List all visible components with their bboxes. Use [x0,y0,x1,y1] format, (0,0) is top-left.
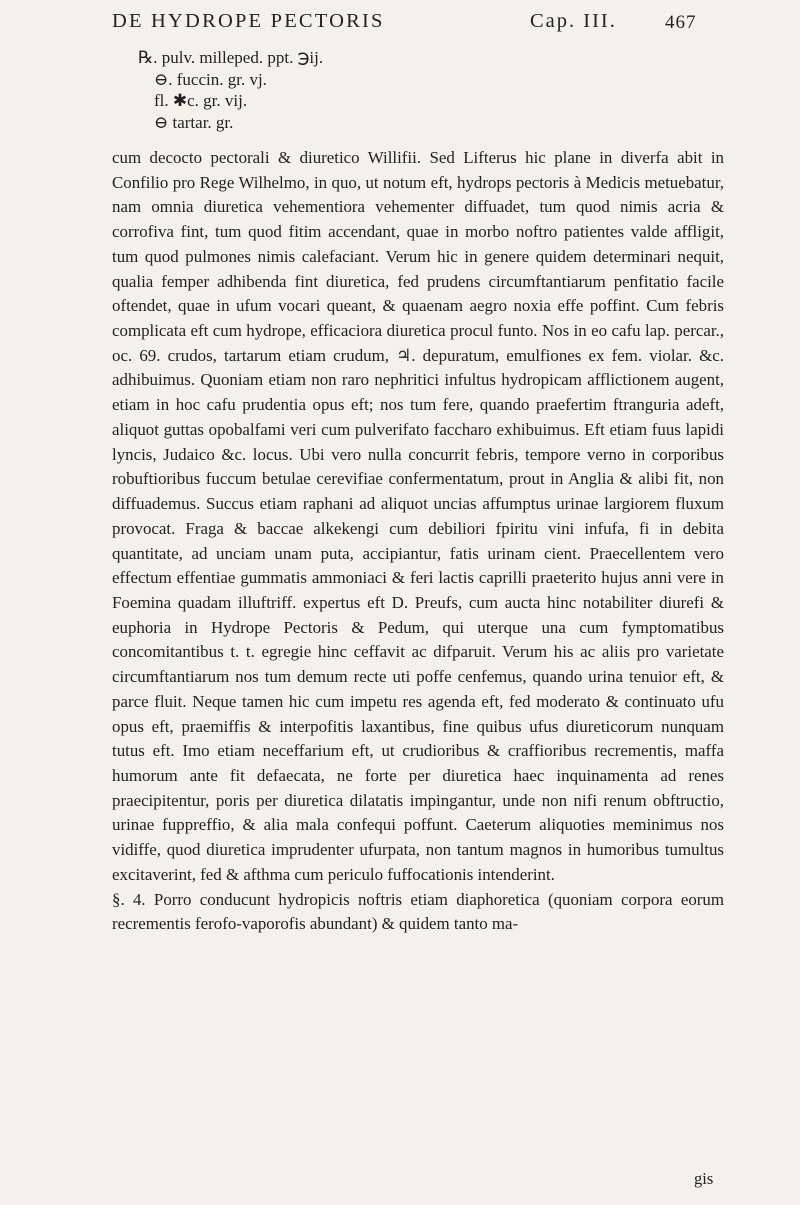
prescription-line: ⊖. fuccin. gr. vj. [154,69,267,89]
paragraph-section-4: §. 4. Porro conducunt hydropicis noftris etiam diaphoretica (quoniam corpora eorum recrementis ferofo-vaporofis abundant) & quidem tanto ma- [112,889,724,934]
prescription-line: ℞. pulv. milleped. ppt. ℈ij. [138,48,324,67]
running-head [112,6,712,40]
paragraph-main: cum decocto pectorali & diuretico Willifii. Sed Lifterus hic plane in diverfa abit in Confilio pro Rege Wilhelmo, in quo, ut notum eft, hydrops pectoris à Medicis metuebatur, nam omnia diuretica vehementiora vehementer diffuadet, tum quod nimis acria & corrofiva fint, tum quod fitim accendant, quae in morbo noftro patientes valde affligit, tum quod pulmones nimis calefaciant. Verum hic in genere quidem determinari nequit, qualia femper adhibenda fint diuretica, fed prudens circumftantiarum penfitatio facile oftendet, quae in ufum vocari queant, & quaenam aegro noxia effe poffint. Cum febris complicata eft cum hydrope, efficaciora diuretica procul funto. Nos in eo cafu lap. percar., oc. 69. crudos, tartarum etiam crudum, ♃. depuratum, emulfiones ex fem. violar. &c. adhibuimus. Quoniam etiam non raro nephritici infultus hydropicam afflictionem augent, etiam in hoc cafu prudentia opus eft; nos tum fere, quando praefertim ftranguria adeft, aliquot guttas opobalfami veri cum pulverifato faccharo exhibuimus. Eft etiam fuus lapidi lyncis, Judaico &c. locus. Ubi vero nulla concurrit febris, tempore verno in corporibus robuftioribus fuccum betulae cerevifiae confermentatum, prout in Anglia & alibi fit, non diffuademus. Succus etiam raphani ad aliquot uncias affumptus urinae largiorem fluxum provocat. Fraga & baccae alkekengi cum debiliori fpiritu vini infufa, fi in debita quantitate, ad unciam unam puta, accipiantur, fatis urinam cient. Praecellentem vero effectum effentiae gummatis ammoniaci & feri lactis caprilli praeterito hujus anni vere in Foemina quadam illuftriff. expertus eft D. Preufs, cum aucta hinc notabiliter diurefi & euphoria in Hydrope Pectoris & Pedum, qui uterque una cum fymptomatibus concomitantibus t. t. egregie hinc ceffavit ac difparuit. Verum his ac aliis pro varietate circumftantiarum nos tum demum recte uti poffe cenfemus, quando urina tenuior eft, & parce fluit. Neque tamen hic cum impetu res agenda eft, fed moderato & continuato ufu opus eft, praemiffis & interpofitis laxantibus, fine quibus ufus diureticorum nunquam tutus eft. Imo etiam neceffarium eft, ut crudioribus & craffioribus recrementis, maffa humorum ante fit defaecata, ne forte per diuretica haec inquinamenta ad renes praecipitentur, poris per diuretica dilatatis impingantur, unde non nifi renum obftructio, urinae fuppreffio, & alia mala confequi poffunt. Caeterum aliquoties meminimus nos vidiffe, quod diuretica imprudenter ufurpata, non tantum magnos in humoribus tumultus excitaverint, fed & afthma cum periculo fuffocationis intenderint. [112,148,724,884]
prescription-line: fl. ✱c. gr. vij. [154,91,248,110]
prescription-block [138,47,323,133]
catchword: gis [694,1169,714,1188]
chapter-label: Cap. III. [530,10,617,32]
running-title: DE HYDROPE PECTORIS [112,10,385,32]
body-text [112,146,724,937]
page-number: 467 [665,12,697,33]
prescription-line: ⊖ tartar. gr. [154,112,234,132]
